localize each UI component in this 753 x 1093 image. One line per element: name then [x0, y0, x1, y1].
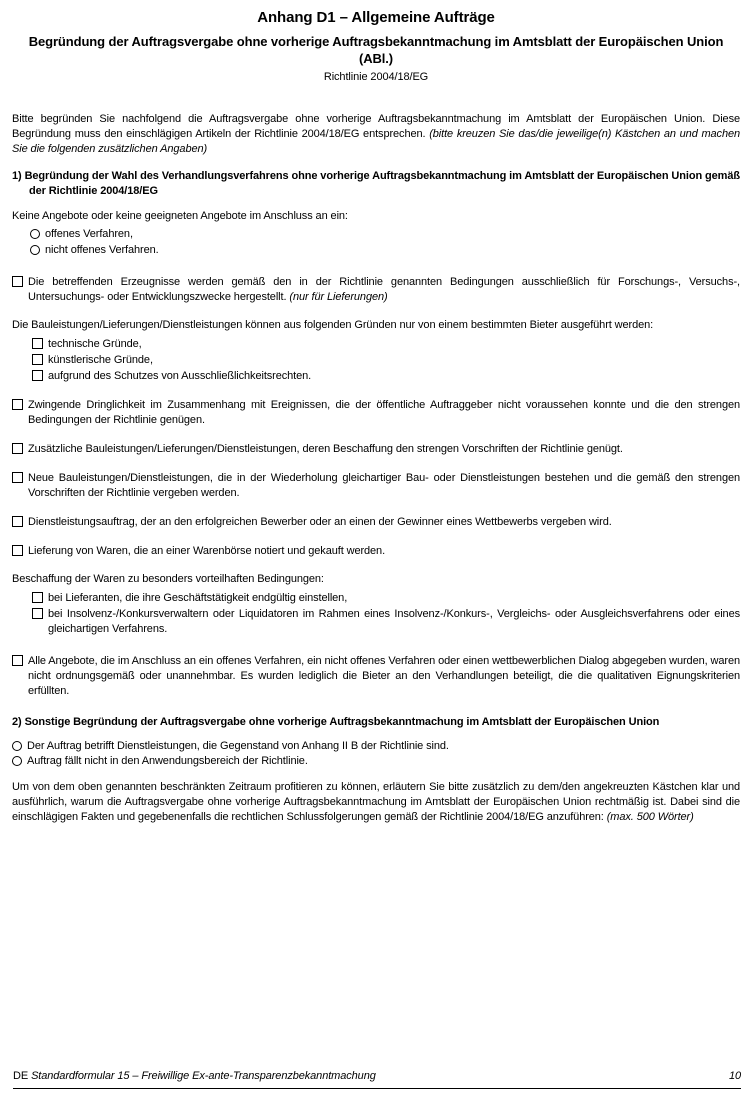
- radio-item-annex-iib: [12, 739, 740, 754]
- section2-number: 2): [12, 716, 22, 728]
- checkbox[interactable]: [32, 354, 43, 365]
- section1-number: 1): [12, 170, 22, 182]
- checkbox-item-research: [12, 275, 740, 305]
- checkbox[interactable]: [12, 545, 23, 556]
- checkbox-label: Zusätzliche Bauleistungen/Lieferungen/Dienstleistungen, deren Beschaffung den strengen Vorschriften der Richtlinie genügt.: [28, 443, 623, 455]
- radio-item-restricted-procedure: [30, 243, 740, 258]
- research-text: Die betreffenden Erzeugnisse werden gemäß den in der Richtlinie genannten Bedingungen ausschließlich für Forschungs-, Versuchs-, Untersuchungs- oder Entwicklungszwecke hergestellt.: [28, 276, 740, 303]
- checkbox-label: Zwingende Dringlichkeit im Zusammenhang mit Ereignissen, die der öffentliche Auftraggeber nicht voraussehen konnte und die den strengen Bedingungen der Richtlinie genügen.: [28, 399, 740, 426]
- checkbox-item-artistic: [32, 353, 740, 368]
- closing-text: Um von dem oben genannten beschränkten Zeitraum profitieren zu können, erläutern Sie bitte zusätzlich zu dem/den angekreuzten Kästchen klar und ausführlich, warum die Auftragsvergabe ohne vorherige Auftragsbekanntmachung im Amtsblatt der Europäischen Union rechtmäßig ist. Dabei sind die einschlägigen Fakten und gegebenenfalls die rechtlichen Schlussfolgerungen gemäß der Richtlinie 2004/18/EG anzuführen:: [12, 781, 740, 823]
- checkbox[interactable]: [12, 399, 23, 410]
- section1-heading-text: Begründung der Wahl des Verhandlungsverfahrens ohne vorherige Auftragsbekanntmachung im Amtsblatt der Europäischen Union gemäß der Richtlinie 2004/18/EG: [24, 170, 740, 197]
- page-subtitle: Begründung der Auftragsvergabe ohne vorherige Auftragsbekanntmachung im Amtsblatt der Europäischen Union (ABl.): [28, 34, 724, 66]
- checkbox[interactable]: [12, 655, 23, 666]
- checkbox-label: bei Lieferanten, die ihre Geschäftstätigkeit endgültig einstellen,: [48, 592, 348, 604]
- radio-button[interactable]: [12, 756, 22, 766]
- form-header: [12, 8, 740, 85]
- footer-form-name: [13, 1069, 376, 1084]
- radio-button[interactable]: [30, 245, 40, 255]
- checkbox-item-commodity-market: [12, 544, 740, 559]
- checkbox[interactable]: [32, 370, 43, 381]
- checkbox[interactable]: [32, 608, 43, 619]
- footer-page-number: 10: [728, 1070, 741, 1082]
- checkbox-item-service-contract: [12, 515, 740, 530]
- footer-language-code: DE: [13, 1070, 29, 1082]
- checkbox-label: aufgrund des Schutzes von Ausschließlichkeitsrechten.: [48, 370, 312, 382]
- checkbox-label: Dienstleistungsauftrag, der an den erfolgreichen Bewerber oder an einen der Gewinner eines Wettbewerbs vergeben wird.: [28, 516, 612, 528]
- checkbox-item-bargain-suppliers: [32, 591, 740, 606]
- intro-note: (bitte kreuzen Sie das/die jeweilige(n) Kästchen an und machen Sie die folgenden zusätzlichen Angaben): [12, 128, 740, 155]
- radio-label: Auftrag fällt nicht in den Anwendungsbereich der Richtlinie.: [27, 755, 308, 767]
- intro-text: Bitte begründen Sie nachfolgend die Auftragsvergabe ohne vorherige Auftragsbekanntmachung im Amtsblatt der Europäischen Union. Diese Begründung muss den einschlägigen Artikeln der Richtlinie 2004/18/EG entsprechen.: [12, 113, 740, 140]
- checkbox-label: technische Gründe,: [48, 338, 142, 350]
- section2-heading: [12, 715, 740, 730]
- radio-button[interactable]: [30, 229, 40, 239]
- checkbox-label: [28, 275, 740, 305]
- checkbox[interactable]: [32, 592, 43, 603]
- checkbox[interactable]: [12, 472, 23, 483]
- checkbox[interactable]: [12, 276, 23, 287]
- checkbox-label: Neue Bauleistungen/Dienstleistungen, die in der Wiederholung gleichartiger Bau- oder Dienstleistungen bestehen und die gemäß den strengen Vorschriften der Richtlinie vergeben werden.: [28, 472, 740, 499]
- section2-radio-group: [12, 739, 740, 769]
- single-bidder-checkbox-group: [12, 337, 740, 384]
- checkbox-label: künstlerische Gründe,: [48, 354, 153, 366]
- checkbox[interactable]: [12, 516, 23, 527]
- checkbox-label: Alle Angebote, die im Anschluss an ein offenes Verfahren, ein nicht offenes Verfahren oder einen wettbewerblichen Dialog abgegeben wurden, waren nicht ordnungsgemäß oder unannehmbar. Es wurden lediglich die Bieter an den Verhandlungen beteiligt, die die qualitativen Eignungskriterien erfüllten.: [28, 655, 740, 697]
- checkbox[interactable]: [12, 443, 23, 454]
- checkbox-item-urgency: [12, 398, 740, 428]
- section2-heading-text: Sonstige Begründung der Auftragsvergabe ohne vorherige Auftragsbekanntmachung im Amtsblatt der Europäischen Union: [24, 716, 660, 728]
- checkbox-item-all-tenders-irregular: [12, 654, 740, 699]
- checkbox-label: bei Insolvenz-/Konkursverwaltern oder Liquidatoren im Rahmen eines Insolvenz-/Konkurs-, Vergleichs- oder Ausgleichsverfahrens oder eines gleichartigen Verfahrens.: [48, 608, 740, 635]
- no-offers-label: Keine Angebote oder keine geeigneten Angebote im Anschluss an ein:: [12, 210, 348, 222]
- radio-item-open-procedure: [30, 227, 740, 242]
- bargain-checkbox-group: [12, 591, 740, 637]
- single-bidder-label: Die Bauleistungen/Lieferungen/Dienstleistungen können aus folgenden Gründen nur von einem bestimmten Bieter ausgeführt werden:: [12, 319, 654, 331]
- checkbox[interactable]: [32, 338, 43, 349]
- directive-reference: Richtlinie 2004/18/EG: [323, 71, 429, 83]
- checkbox-item-new-works: [12, 471, 740, 501]
- checkbox-item-additional-works: [12, 442, 740, 457]
- page-title: Anhang D1 – Allgemeine Aufträge: [257, 9, 495, 26]
- research-note: (nur für Lieferungen): [289, 291, 388, 303]
- closing-note: (max. 500 Wörter): [606, 811, 694, 823]
- page-footer: [13, 1069, 741, 1089]
- closing-paragraph: [12, 780, 740, 825]
- checkbox-item-bargain-insolvency: [32, 607, 740, 637]
- procedure-radio-group: [12, 227, 740, 258]
- radio-button[interactable]: [12, 741, 22, 751]
- radio-label: Der Auftrag betrifft Dienstleistungen, die Gegenstand von Anhang II B der Richtlinie sind.: [27, 740, 449, 752]
- checkbox-item-exclusive-rights: [32, 369, 740, 384]
- section1-heading: [12, 169, 740, 199]
- radio-item-outside-scope: [12, 754, 740, 769]
- intro-paragraph: [12, 112, 740, 157]
- checkbox-label: Lieferung von Waren, die an einer Warenbörse notiert und gekauft werden.: [28, 545, 386, 557]
- radio-label: nicht offenes Verfahren.: [45, 244, 159, 256]
- checkbox-item-technical: [32, 337, 740, 352]
- footer-form-title: Standardformular 15 – Freiwillige Ex-ante-Transparenzbekanntmachung: [31, 1070, 376, 1082]
- bargain-label: Beschaffung der Waren zu besonders vorteilhaften Bedingungen:: [12, 573, 324, 585]
- radio-label: offenes Verfahren,: [45, 228, 133, 240]
